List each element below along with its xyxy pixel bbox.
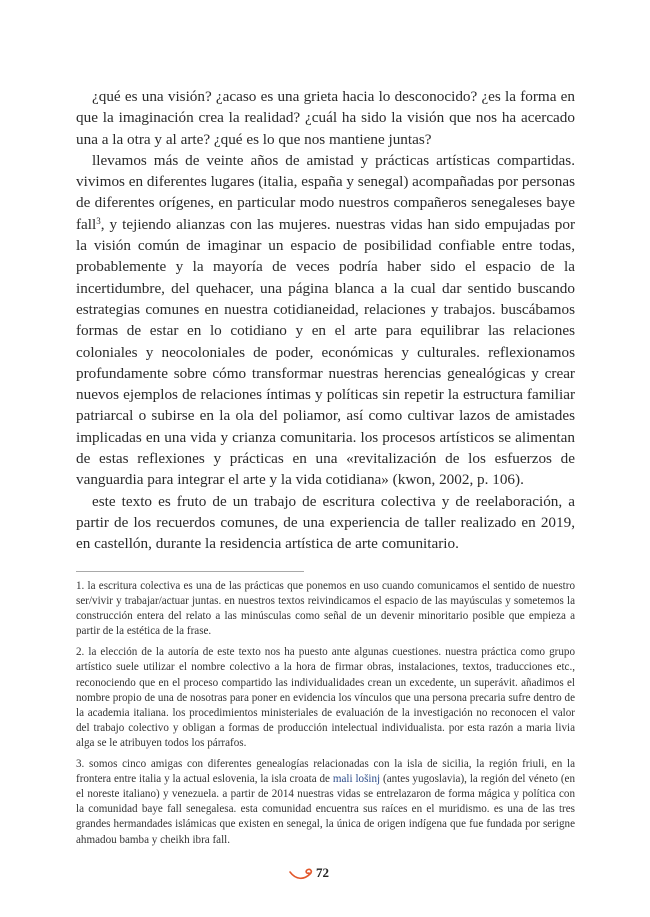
footnote-2: 2. la elección de la autoría de este texto nos ha puesto ante algunas cuestiones. nuestra práctica como grupo artístico suele utilizar el nombre colectivo a la hora de firmar obras, instalaciones, textos, traducciones etc., reconociendo que en el proceso compartido las individualidades crean un excedente, un superávit. añadimos el nombre propio de una de nosotras para poner en evidencia los vínculos que una persona precaria sufre dentro de la academia italiana. los procedimientos ministeriales de evaluación de la investigación no reconocen el valor del trabajo colectivo y obligan a formas de producción intelectual individualista. por esta razón a maria livia alga se le atribuyen todos los párrafos. <box>76 646 575 749</box>
footnote-1: 1. la escritura colectiva es una de las prácticas que ponemos en uso cuando comunicamos el sentido de nuestro ser/vivir y trabajar/actuar juntas. en nuestros textos reivindicamos el espacio de las mayúsculas y sometemos la construcción entera del relato a las minúsculas como señal de un devenir minoritario posible que empieza a partir de la estética de la frase. <box>76 580 575 638</box>
footnote-separator <box>76 571 304 572</box>
swirl-ornament-icon <box>288 862 318 884</box>
footnote-ref-3: 3 <box>96 215 101 226</box>
paragraph-1: ¿qué es una visión? ¿acaso es una grieta hacia lo desconocido? ¿es la forma en que la imaginación crea la realidad? ¿cuál ha sido la visión que nos ha acercado una a la otra y al arte? ¿qué es lo que nos mantiene juntas? <box>76 88 575 148</box>
main-text <box>76 86 575 555</box>
page-number: 72 <box>316 865 329 880</box>
footnote-3-text-b: (antes yugoslavia), la región del véneto (en el noreste italiano) y venezuela. a partir de 2014 nuestras vidas se entrelazaron de forma mágica y política con la comunidad baye fall senegalesa. esta comunidad encuentra sus raíces en el muridismo. es una de las tres grandes hermandades islámicas que existen en senegal, la única de origen indígena que fue fundada por serigne ahmadou bamba y cheikh ibra fall. <box>76 773 575 846</box>
mali-losinj-link[interactable]: mali lošinj <box>332 773 381 786</box>
footnotes <box>76 579 575 854</box>
paragraph-2 <box>76 150 575 491</box>
paragraph-2-text-a: llevamos más de veinte años de amistad y prácticas artísticas compartidas. vivimos en diferentes lugares (italia, españa y senegal) acompañadas por personas de diferentes orígenes, en particular modo nuestros compañeros senegaleses baye fall <box>76 151 575 233</box>
footnote-3 <box>76 757 575 848</box>
paragraph-2-text-b: , y tejiendo alianzas con las mujeres. nuestras vidas han sido empujadas por la visión común de imaginar un espacio de posibilidad confiable entre todas, probablemente y la mayoría de veces podría haber sido el espacio de la incertidumbre, del quehacer, una página blanca a la cual dar sentido buscando estrategias comunes en nuestra cotidianeidad, relaciones y trabajos. buscábamos formas de estar en lo cotidiano y en el arte para equilibrar las relaciones coloniales y neocoloniales de poder, económicas y culturales. reflexionamos profundamente sobre cómo transformar nuestras herencias genealógicas y crear nuevos ejemplos de relaciones íntimas y políticas sin repetir la estructura familiar patriarcal o subirse en la ola del poliamor, así como cultivar lazos de amistades implicadas en una vida y crianza comunitaria. los procesos artísticos se alimentan de estas reflexiones y prácticas en una «revitalización de los esfuerzos de vanguardia para integrar el arte y la vida cotidiana» (kwon, 2002, p. 106). <box>76 215 575 489</box>
footnote-3-text-a: 3. somos cinco amigas con diferentes genealogías relacionadas con la isla de sicilia, la región friuli, en la frontera entre italia y la actual eslovenia, la isla croata de <box>76 758 575 786</box>
paragraph-3: este texto es fruto de un trabajo de escritura colectiva y de reelaboración, a partir de los recuerdos comunes, de una experiencia de taller realizado en 2019, en castellón, durante la residencia artística de arte comunitario. <box>76 492 575 553</box>
page-folio <box>288 862 368 886</box>
